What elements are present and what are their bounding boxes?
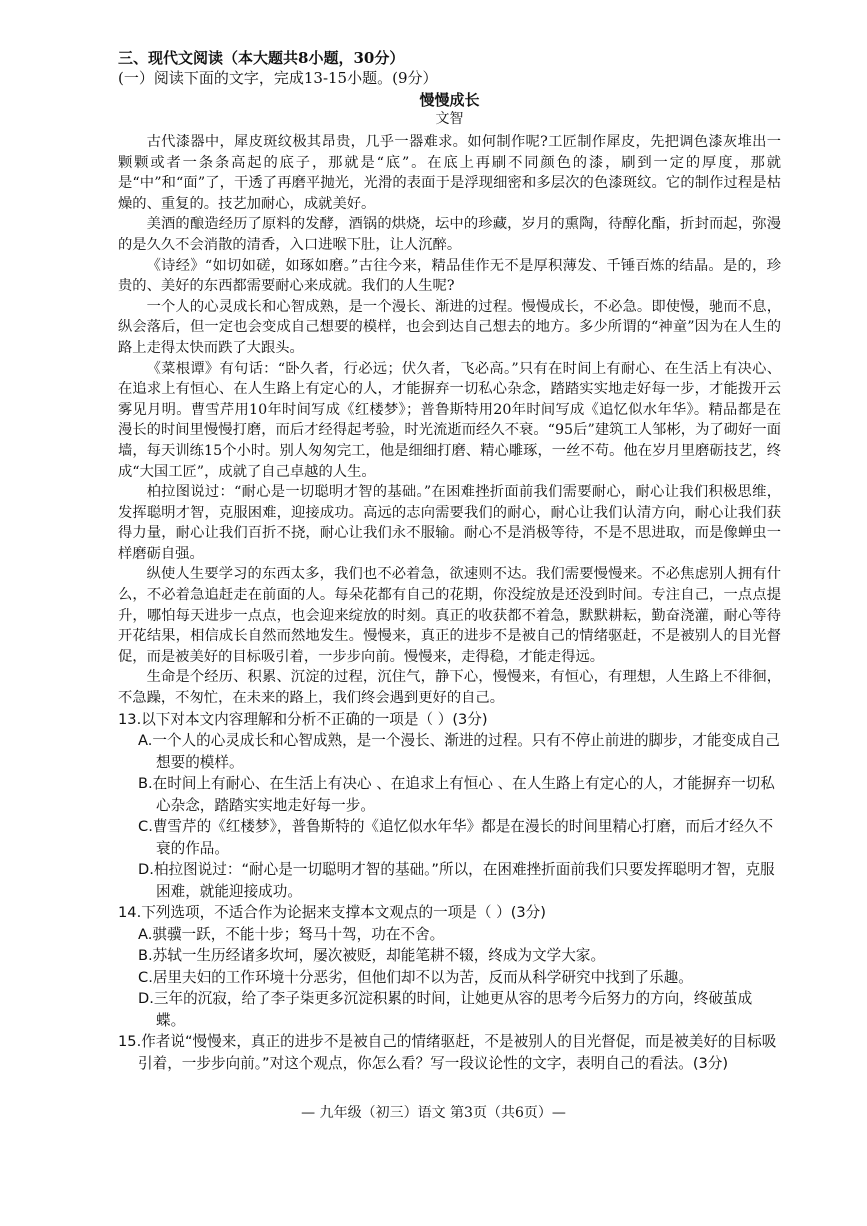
answer-option-b: B.苏轼一生历经诸多坎坷，屡次被贬，却能笔耕不辍，终成为文学大家。 [138,947,606,965]
article-paragraph: 一个人的心灵成长和心智成熟，是一个漫长、渐进的过程。慢慢成长，不必急。即使慢，驰而不息，纵会落后，但一定也会变成自己想要的模样，也会到达自己想去的地方。多少所谓的“神童”因为在人生的路上走得太快而跌了大跟头。 [118,298,781,356]
page-footer: — 九年级（初三）语文 第3页（共6页）— [301,1105,566,1121]
article-body [118,132,781,709]
answer-option-a: A.一个人的心灵成长和心智成熟，是一个漫长、渐进的过程。只有不停止前进的脚步，才能变成自己想要的模样。 [138,732,780,771]
article-paragraph: 古代漆器中，犀皮斑纹极其昂贵，几乎一器难求。如何制作呢?工匠制作犀皮，先把调色漆灰堆出一颗颗或者一条条高起的底子，那就是“底”。在底上再刷不同颜色的漆，刷到一定的厚度，那就是“中”和“面”了，干透了再磨平抛光，光滑的表面于是浮现细密和多层次的色漆斑纹。它的制作过程是枯燥的、重复的。技艺加耐心，成就美好。 [118,134,781,212]
article-title: 慢慢成长 [419,91,480,109]
article-author: 文智 [435,111,464,127]
article-paragraph: 美酒的酿造经历了原料的发酵，酒锅的烘烧，坛中的珍藏，岁月的熏陶，待醇化酯，折封而起，弥漫的是久久不会消散的清香，入口进喉下肚，让人沉醉。 [118,216,781,253]
question-15 [118,1031,781,1074]
article-paragraph: 《菜根谭》有句话：“卧久者，行必远；伏久者，飞必高。”只有在时间上有耐心、在生活上有决心、在追求上有恒心、在人生路上有定心的人，才能摒弃一切私心杂念，踏踏实实地走好每一步，才能拨开云雾见月明。曹雪芹用10年时间写成《红楼梦》；普鲁斯特用20年时间写成《追忆似水年华》。精品都是在漫长的时间里慢慢打磨，而后才经得起考验，时光流逝而经久不衰。“95后”建筑工人邹彬，为了砌好一面墙，每天训练15个小时。别人匆匆完工，他是细细打磨、精心雕琢，一丝不苟。他在岁月里磨砺技艺，终成“大国工匠”，成就了自己卓越的人生。 [118,360,781,480]
section-heading: 三、现代文阅读（本大题共8小题，30分） [118,49,405,67]
answer-option-c: C.居里夫妇的工作环境十分恶劣，但他们却不以为苦，反而从科学研究中找到了乐趣。 [138,968,693,986]
question-stem: 14.下列选项，不适合作为论据来支撑本文观点的一项是（ ）(3分) [118,904,546,922]
answer-option-d: D.三年的沉寂，给了李子柒更多沉淀积累的时间，让她更从容的思考今后努力的方向，终破茧成蝶。 [138,990,753,1029]
question-stem: 13.以下对本文内容理解和分析不正确的一项是（ ）(3分) [118,710,488,728]
question-14 [118,902,781,1031]
answer-option-d: D.柏拉图说过：“耐心是一切聪明才智的基础。”所以，在困难挫折面前我们只要发挥聪明才智，克服困难，就能迎接成功。 [138,861,775,900]
answer-option-b: B.在时间上有耐心、在生活上有决心 、在追求上有恒心 、在人生路上有定心的人，才能摒弃一切私心杂念，踏踏实实地走好每一步。 [138,775,775,814]
article-paragraph: 生命是个经历、积累、沉淀的过程，沉住气，静下心，慢慢来，有恒心，有理想，人生路上不徘徊，不急躁，不匆忙，在未来的路上，我们终会遇到更好的自己。 [118,669,781,707]
article-paragraph: 纵使人生要学习的东西太多，我们也不必着急，欲速则不达。我们需要慢慢来。不必焦虑别人拥有什么，不必着急追赶走在前面的人。每朵花都有自己的花期，你没绽放是还没到时间。专注自己，一点点提升，哪怕每天进步一点点，也会迎来绽放的时刻。真正的收获都不着急，默默耕耘，勤奋浇灌，耐心等待开花结果，相信成长自然而然地发生。慢慢来，真正的进步不是被自己的情绪驱赶，不是被别人的目光督促，而是被美好的目标吸引着，一步步向前。慢慢来，走得稳，才能走得远。 [118,566,781,665]
answer-option-a: A.骐骥一跃，不能十步；驽马十驾，功在不舍。 [138,925,445,943]
section-subheading: (一）阅读下面的文字，完成13-15小题。(9分） [118,69,438,87]
question-stem: 15.作者说“慢慢来，真正的进步不是被自己的情绪驱赶，不是被别人的目光督促，而是被美好的目标吸引着，一步步向前。”对这个观点，你怎么看？写一段议论性的文字，表明自己的看法。(3分) [118,1033,777,1072]
question-13 [118,709,781,903]
article-paragraph: 《诗经》“如切如磋，如琢如磨。”古往今来，精品佳作无不是厚积薄发、千锤百炼的结晶。是的，珍贵的、美好的东西都需要耐心来成就。我们的人生呢? [118,257,781,295]
article-paragraph: 柏拉图说过：“耐心是一切聪明才智的基础。”在困难挫折面前我们需要耐心，耐心让我们积极思维，发挥聪明才智，克服困难，迎接成功。高远的志向需要我们的耐心，耐心让我们认清方向，耐心让我们获得力量，耐心让我们百折不挠，耐心让我们永不服输。耐心不是消极等待，不是不思进取，而是像蝉虫一样磨砺自强。 [118,484,781,562]
answer-option-c: C.曹雪芹的《红楼梦》，普鲁斯特的《追忆似水年华》都是在漫长的时间里精心打磨，而后才经久不衰的作品。 [138,818,774,857]
